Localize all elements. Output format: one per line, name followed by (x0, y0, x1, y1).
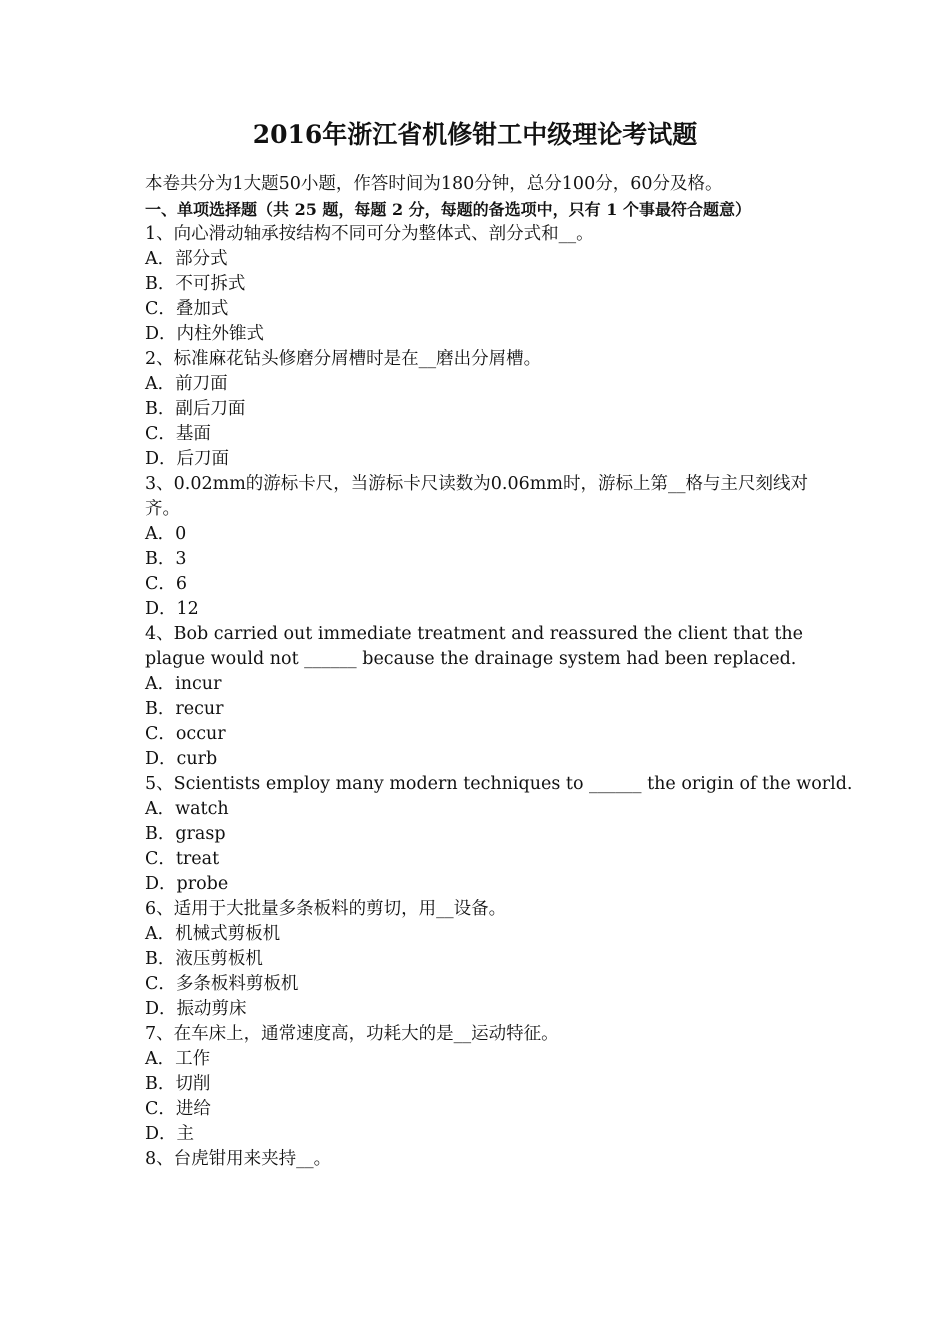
option-d: D．振动剪床 (145, 999, 247, 1019)
section-heading: 一、单项选择题（共 25 题，每题 2 分，每题的备选项中，只有 1 个事最符合题意） (145, 200, 751, 219)
option-c: C．多条板料剪板机 (145, 974, 299, 994)
option-a: A．前刀面 (145, 374, 228, 394)
option-a: A．部分式 (145, 249, 228, 269)
question-2 (145, 347, 815, 472)
option-c: C．occur (145, 724, 226, 744)
question-7 (145, 1022, 815, 1147)
exam-intro: 本卷共分为1大题50小题，作答时间为180分钟，总分100分，60分及格。 (145, 174, 723, 194)
question-5 (145, 772, 853, 897)
option-c: C．叠加式 (145, 299, 229, 319)
question-text: 2、标准麻花钻头修磨分屑槽时是在__磨出分屑槽。 (145, 349, 542, 369)
option-b: B．recur (145, 699, 224, 719)
option-b: B．切削 (145, 1074, 211, 1094)
document-body (145, 172, 853, 1172)
question-text: 3、0.02mm的游标卡尺，当游标卡尺读数为0.06mm时，游标上第__格与主尺刻线对齐。 (145, 474, 808, 519)
question-1 (145, 222, 815, 347)
question-text: 4、Bob carried out immediate treatment and reassured the client that the plague would not ______ because the drainage system had been replaced. (145, 624, 804, 669)
option-c: C．treat (145, 849, 220, 869)
option-c: C．6 (145, 574, 188, 594)
question-text: 5、Scientists employ many modern techniques to ______ the origin of the world. (145, 774, 853, 794)
question-4 (145, 622, 815, 772)
option-a: A．incur (145, 674, 222, 694)
option-a: A．工作 (145, 1049, 211, 1069)
option-d: D．后刀面 (145, 449, 230, 469)
option-d: D．主 (145, 1124, 195, 1144)
document-title: 2016年浙江省机修钳工中级理论考试题 (252, 120, 698, 149)
question-3 (145, 472, 815, 622)
question-text: 7、在车床上，通常速度高，功耗大的是__运动特征。 (145, 1024, 559, 1044)
option-b: B．副后刀面 (145, 399, 246, 419)
option-b: B．grasp (145, 824, 226, 844)
option-a: A．watch (145, 799, 229, 819)
option-a: A．0 (145, 524, 187, 544)
question-6 (145, 897, 815, 1022)
option-c: C．进给 (145, 1099, 211, 1119)
option-d: D．curb (145, 749, 218, 769)
option-d: D．probe (145, 874, 229, 894)
option-b: B．不可拆式 (145, 274, 246, 294)
question-text: 6、适用于大批量多条板料的剪切，用__设备。 (145, 899, 507, 919)
question-text: 1、向心滑动轴承按结构不同可分为整体式、剖分式和__。 (145, 224, 594, 244)
question-text: 8、台虎钳用来夹持__。 (145, 1149, 332, 1169)
option-c: C．基面 (145, 424, 211, 444)
question-8 (145, 1147, 815, 1172)
option-b: B．3 (145, 549, 187, 569)
option-b: B．液压剪板机 (145, 949, 263, 969)
option-d: D．内柱外锥式 (145, 324, 265, 344)
option-a: A．机械式剪板机 (145, 924, 281, 944)
option-d: D．12 (145, 599, 199, 619)
